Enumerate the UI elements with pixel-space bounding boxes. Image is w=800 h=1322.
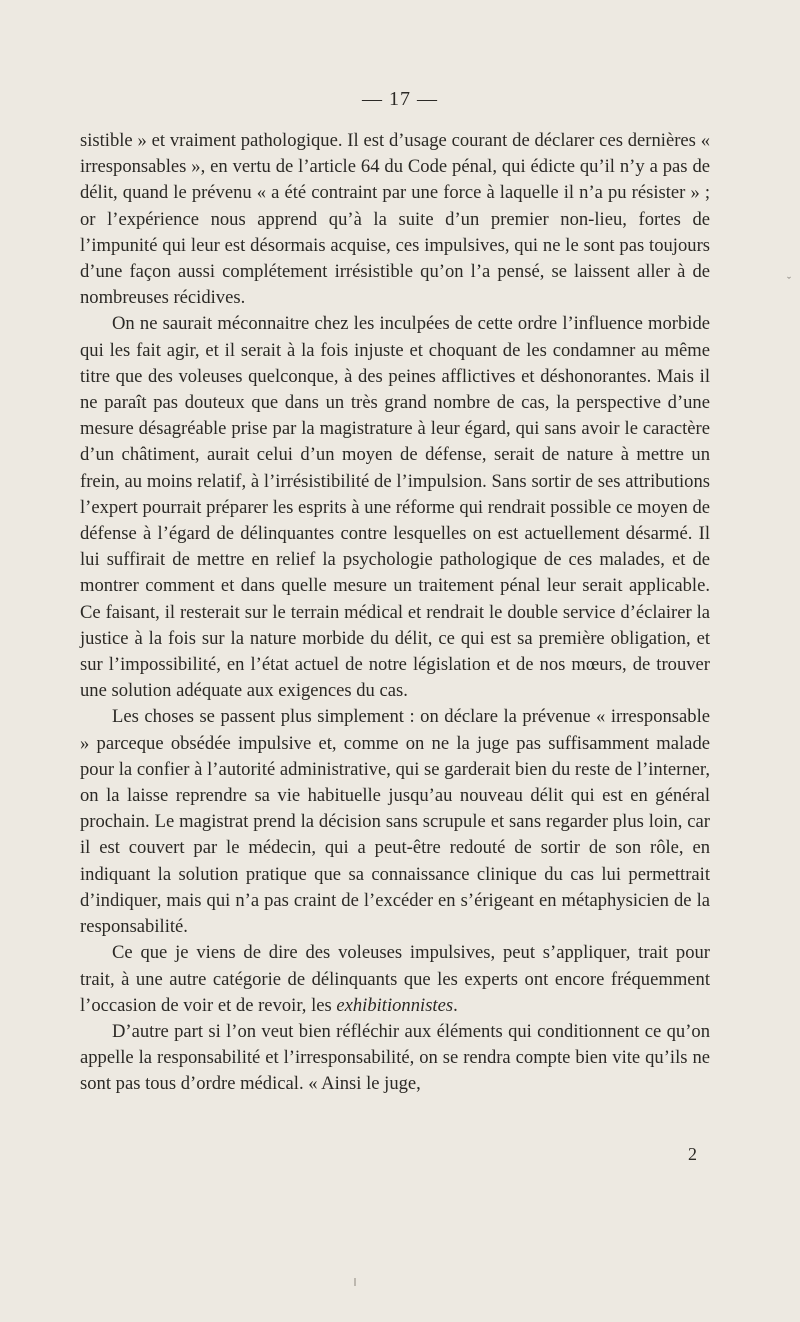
paragraph-1: sistible » et vraiment pathologique. Il est d’usage courant de déclarer ces dernières « irresponsables », en vertu de l’article 64 du Code pénal, qui édicte qu’il n’y a pas de délit, quand le prévenu « a été contraint par une force à laquelle il n’a pu résister » ; or l’expérience nous apprend qu’à la suite d’un premier non-lieu, fortes de l’impunité qui leur est désormais acquise, ces impulsives, qui ne le sont pas toujours d’une façon aussi complétement irrésistible qu’on l’a pensé, se laissent aller à de nombreuses récidives. [80,130,710,309]
bottom-speck-icon [354,1278,356,1286]
margin-speck-icon: ˇ [787,274,791,288]
paragraph-4-end: . [453,994,458,1016]
paragraph-2: On ne saurait méconnaitre chez les inculpées de cette ordre l’influence morbide qui les fait agir, et il serait à la fois injuste et choquant de les condamner au même titre que des voleuses quelconque, à des peines afflictives et déshonorantes. Mais il ne paraît pas douteux que dans un très grand nombre de cas, la perspective d’une mesure désagréable prise par la magistrature à leur égard, qui sans avoir le caractère d’un châtiment, aurait celui d’un moyen de défense, serait de nature à mettre un frein, au moins relatif, à l’irrésistibilité de l’impulsion. Sans sortir de ses attributions l’expert pourrait préparer les esprits à une réforme qui rendrait possible ce moyen de défense à l’égard de délinquantes contre lesquelles on est actuellement désarmé. Il lui suffirait de mettre en relief la psychologie pathologique de ces malades, et de montrer comment et dans quelle mesure un traitement pénal leur serait applicable. Ce faisant, il resterait sur le terrain médical et rendrait le double service d’éclairer la justice à la fois sur la nature morbide du délit, ce qui est sa première obligation, et sur l’impossibilité, en l’état actuel de notre législation et de nos mœurs, de trouver une solution adéquate aux exigences du cas. [80,313,710,702]
paragraph-5: D’autre part si l’on veut bien réfléchir aux éléments qui conditionnent ce qu’on appelle la responsabilité et l’irresponsabilité, on se rendra compte bien vite qu’ils ne sont pas tous d’ordre médical. « Ainsi le juge, [80,1020,710,1095]
signature-mark: 2 [688,1144,697,1164]
paragraph-4 [80,940,710,1019]
italic-term: exhibitionnistes [336,994,454,1016]
page-number-header: — 17 — [362,88,438,110]
body-text [80,128,710,1098]
paragraph-4-text: Ce que je viens de dire des voleuses impulsives, peut s’appliquer, trait pour trait, à une autre catégorie de délinquants que les experts ont encore fréquemment l’occasion de voir et de revoir, les [80,942,710,1016]
paragraph-3: Les choses se passent plus simplement : on déclare la prévenue « irresponsable » parceque obsédée impulsive et, comme on ne la juge pas suffisamment malade pour la confier à l’autorité administrative, qui se garderait bien du reste de l’interner, on la laisse reprendre sa vie habituelle jusqu’au nouveau délit qui est en général prochain. Le magistrat prend la décision sans scrupule et sans regarder plus loin, car il est couvert par le médecin, qui a peut-être redouté de sortir de son rôle, en indiquant la solution pratique que sa connaissance clinique du cas lui permettrait d’indiquer, mais qui n’a pas craint de l’excéder en s’érigeant en métaphysicien de la responsabilité. [80,706,710,938]
